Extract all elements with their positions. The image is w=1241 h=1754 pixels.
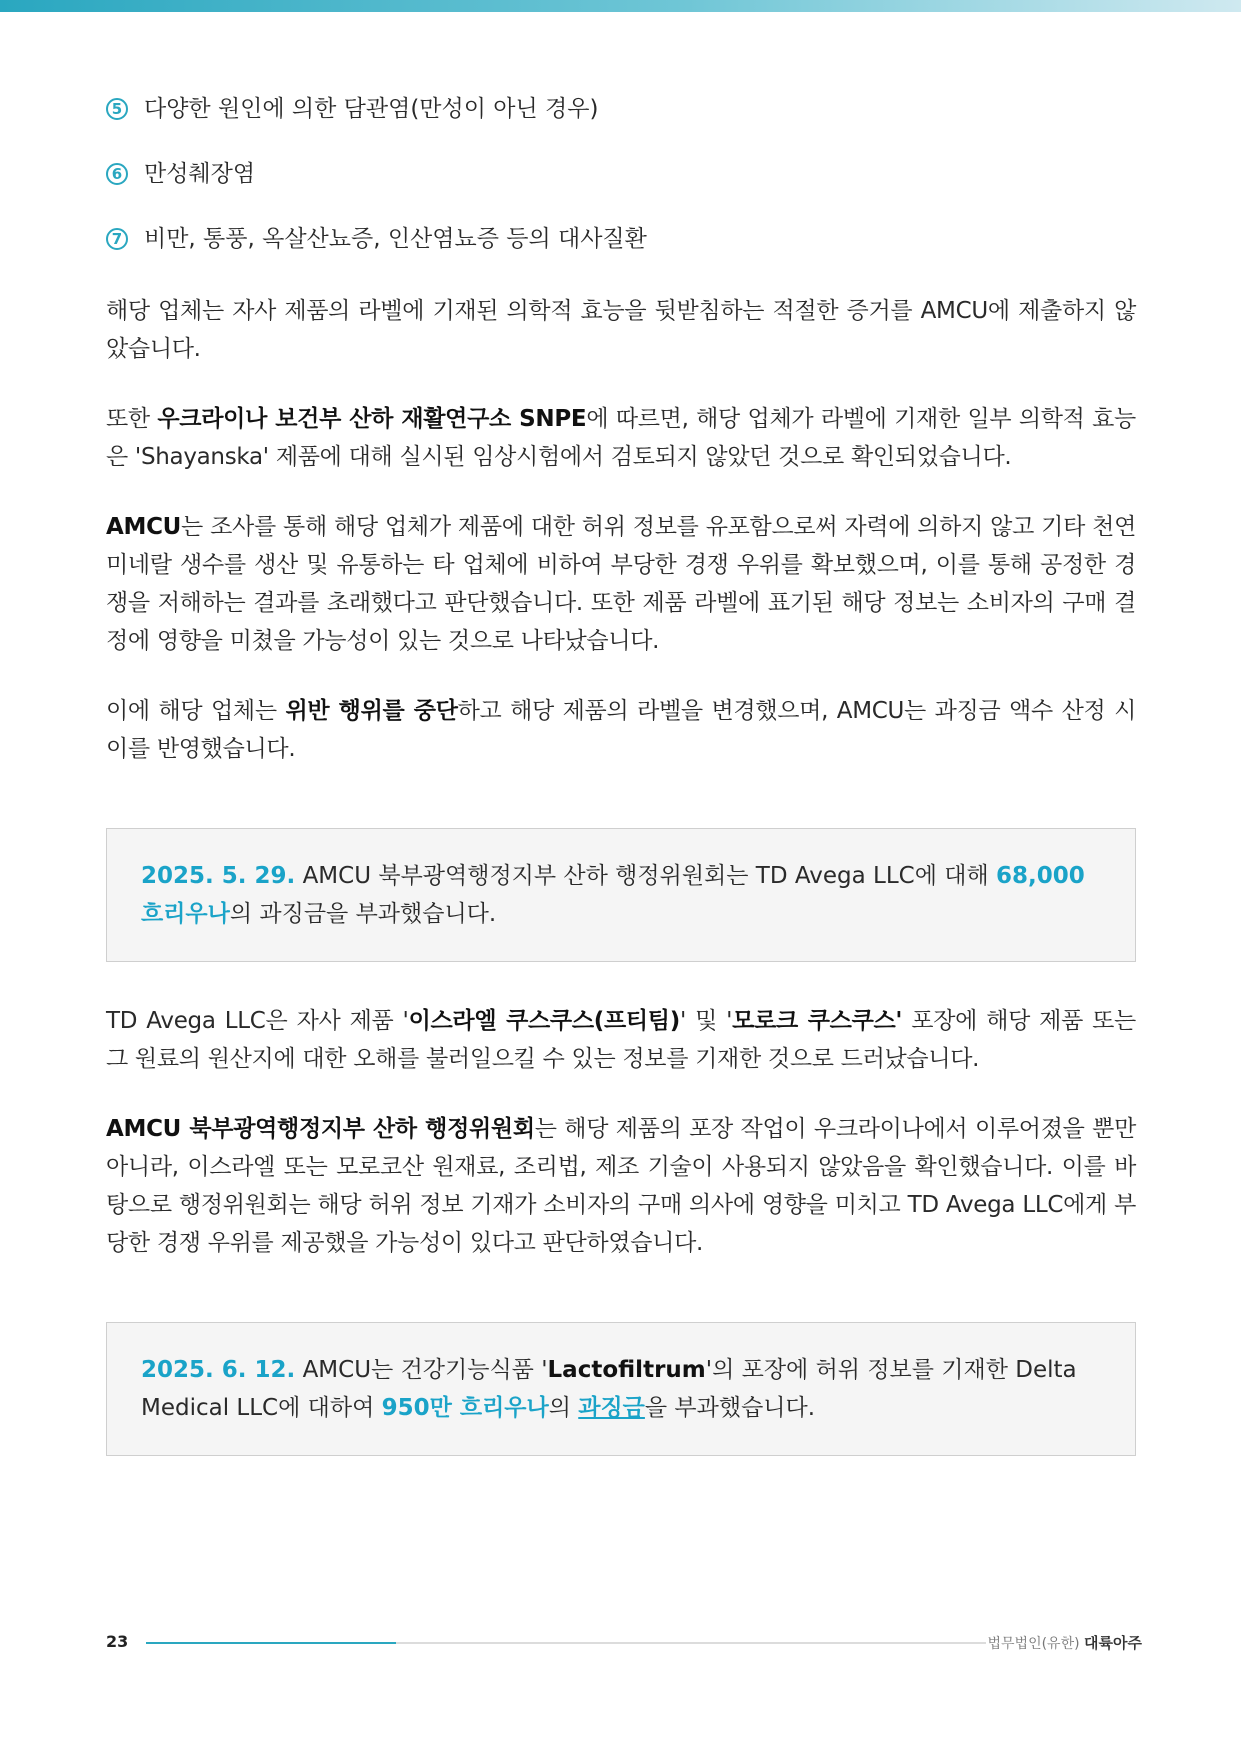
firm-brand [988,1632,1143,1653]
list-item-text: 비만, 통풍, 옥살산뇨증, 인산염뇨증 등의 대사질환 [144,226,647,252]
bold-text: 위반 행위를 중단 [285,698,458,724]
text: 는 해당 제품의 포장 작업이 우크라이나에서 이루어졌을 뿐만 아니라, 이스라엘 또는 모로코산 원재료, 조리법, 제조 기술이 사용되지 않았음을 확인했습니다. 이를 바탕으로 행정위원회는 해당 허위 정보 기재가 소비자의 구매 의사에 영향을 미치고 TD Avega LLC에게 부당한 경쟁 우위를 제공했을 가능성이 있다고 판단하였습니다. [106,1116,1136,1256]
text: AMCU는 건강기능식품 ' [295,1357,548,1383]
page-footer [106,1630,1142,1660]
circled-number: 7 [106,228,128,250]
list-item [106,92,1136,126]
paragraph-amcu-finding [106,508,1136,660]
paragraph-snpe [106,400,1136,476]
underlined-term: 과징금 [578,1395,645,1421]
highlight-box-fine-2 [106,1322,1136,1456]
text: 하고 해당 제품의 라벨을 변경했으며, AMCU는 과징금 액수 산정 시 이를 반영했습니다. [106,698,1136,762]
text: TD Avega LLC은 자사 제품 ' [106,1008,409,1034]
text: 의 [548,1395,579,1421]
list-item-text: 만성췌장염 [144,161,256,187]
highlight-box-fine-1 [106,828,1136,962]
bold-text: 이스라엘 쿠스쿠스(프티팀) [408,1008,680,1034]
brand-name: 대륙아주 [1084,1634,1142,1652]
product-name: Lactofiltrum [547,1357,706,1383]
brand-prefix: 법무법인(유한) [987,1636,1080,1652]
text: 에 따르면, 해당 업체가 라벨에 기재한 일부 의학적 효능은 'Shayanska' 제품에 대해 실시된 임상시험에서 검토되지 않았던 것으로 확인되었습니다. [106,406,1136,470]
page-number: 23 [106,1632,129,1651]
list-item-text: 다양한 원인에 의한 담관염(만성이 아닌 경우) [144,96,599,122]
date-label: 2025. 5. 29. [141,863,296,889]
bold-text: AMCU [106,514,182,540]
text: ' 및 ' [679,1008,733,1034]
paragraph-stop-violation [106,692,1136,768]
list-item [106,222,1136,256]
bold-text: 우크라이나 보건부 산하 재활연구소 SNPE [157,406,587,432]
text: 을 부과했습니다. [644,1395,816,1421]
paragraph-couscous [106,1002,1136,1078]
text: 의 과징금을 부과했습니다. [229,901,497,927]
progress-line-fill [146,1642,396,1644]
bold-text: 모로크 쿠스쿠스' [732,1008,903,1034]
paragraph-committee-finding [106,1110,1136,1262]
progress-line [146,1642,986,1644]
circled-number: 6 [106,163,128,185]
text: 또한 [106,406,158,432]
text: AMCU 북부광역행정지부 산하 행정위원회는 TD Avega LLC에 대해 [295,863,996,889]
paragraph-evidence: 해당 업체는 자사 제품의 라벨에 기재된 의학적 효능을 뒷받침하는 적절한 증거를 AMCU에 제출하지 않았습니다. [106,298,1136,362]
list-item [106,157,1136,191]
text: 이에 해당 업체는 [106,698,286,724]
fine-amount: 950만 흐리우나 [381,1395,549,1421]
top-accent-bar [0,0,1241,12]
date-label: 2025. 6. 12. [141,1357,296,1383]
text: '의 포장에 허위 정보를 기재한 Delta Medical LLC에 대하여 [141,1357,1077,1421]
bold-text: AMCU 북부광역행정지부 산하 행정위원회 [106,1116,535,1142]
text: 는 조사를 통해 해당 업체가 제품에 대한 허위 정보를 유포함으로써 자력에 의하지 않고 기타 천연 미네랄 생수를 생산 및 유통하는 타 업체에 비하여 부당한 경쟁 우위를 확보했으며, 이를 통해 공정한 경쟁을 저해하는 결과를 초래했다고 판단했습니다. 또한 제품 라벨에 표기된 해당 정보는 소비자의 구매 결정에 영향을 미쳤을 가능성이 있는 것으로 나타났습니다. [106,514,1136,654]
text: 포장에 해당 제품 또는 그 원료의 원산지에 대한 오해를 불러일으킬 수 있는 정보를 기재한 것으로 드러났습니다. [106,1008,1136,1072]
document-body [106,92,1136,1456]
circled-number: 5 [106,98,128,120]
fine-amount: 68,000 흐리우나 [141,863,1085,927]
